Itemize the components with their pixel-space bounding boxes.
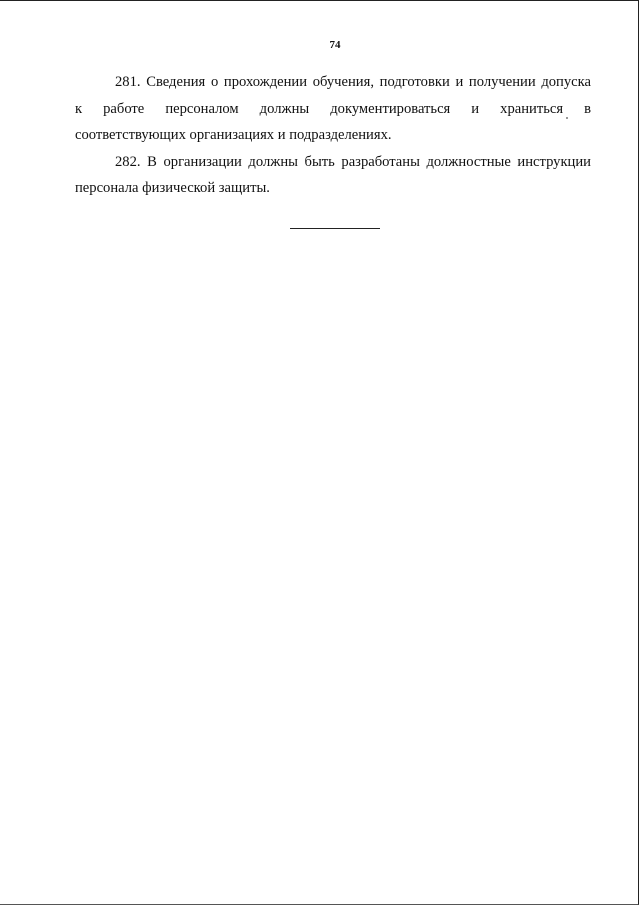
- paragraph-line: персонала физической защиты.: [75, 180, 270, 196]
- end-of-section-rule: [290, 228, 380, 229]
- paragraph-line-text: 281. Сведения о прохождении обучения, подготовки и получении допуска: [115, 74, 591, 90]
- paragraph-line: к работе персоналом должны документироваться и храниться в: [75, 100, 591, 117]
- paragraph-282: [75, 149, 591, 202]
- document-body: [75, 69, 591, 202]
- page-number: 74: [329, 39, 341, 51]
- paragraph-281: [75, 69, 591, 149]
- scan-speck: [566, 117, 568, 119]
- paragraph-line: [75, 149, 591, 176]
- paragraph-line: [75, 69, 591, 96]
- paragraph-line: соответствующих организациях и подразделениях.: [75, 127, 392, 143]
- paragraph-line-text: 282. В организации должны быть разработаны должностные инструкции: [115, 153, 591, 170]
